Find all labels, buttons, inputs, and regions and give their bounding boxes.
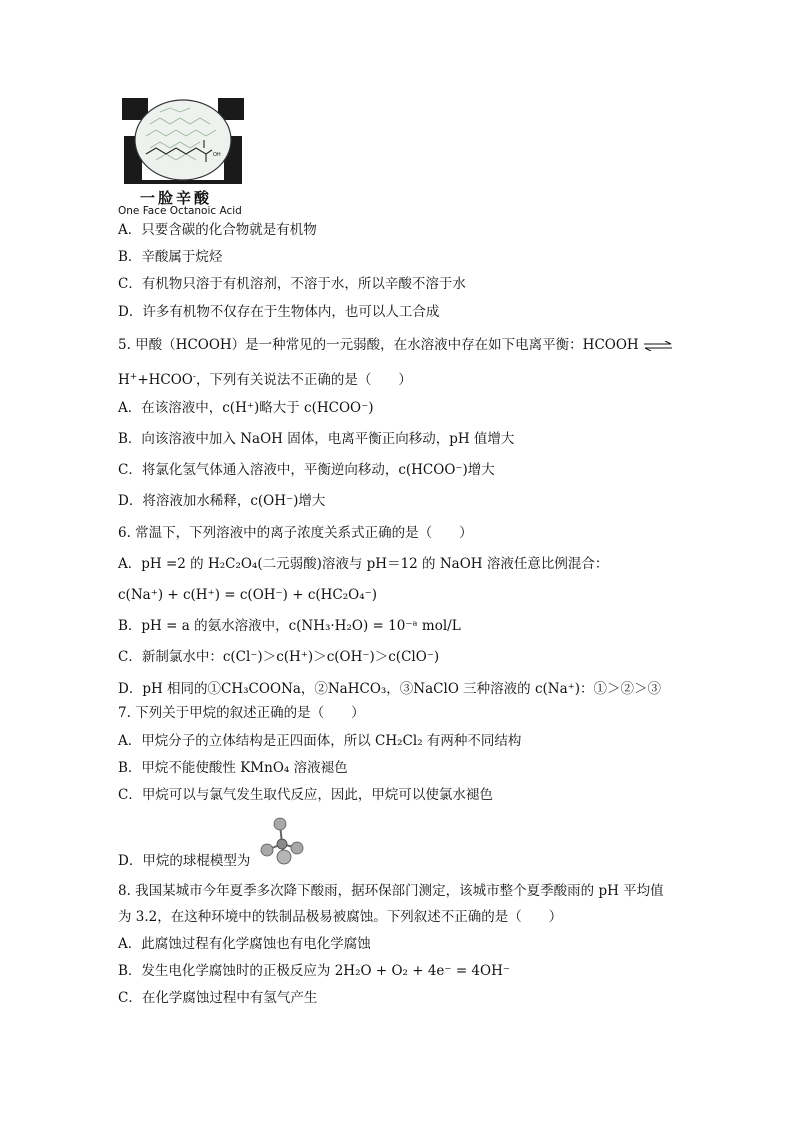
q8-stem-line1: 8. 我国某城市今年夏季多次降下酸雨，据环保部门测定，该城市整个夏季酸雨的 pH 平均值 — [118, 883, 664, 899]
q5-stem-line1 — [118, 336, 673, 354]
q5-stem-text: 5. 甲酸（HCOOH）是一种常见的一元弱酸，在水溶液中存在如下电离平衡：HCOOH — [118, 337, 639, 353]
q5-option-c: C．将氯化氢气体通入溶液中，平衡逆向移动，c(HCOO⁻)增大 — [118, 462, 495, 478]
q7-option-d: D．甲烷的球棍模型为 — [118, 853, 251, 869]
q5-option-d: D．将溶液加水稀释，c(OH⁻)增大 — [118, 493, 326, 509]
q6-option-a: A．pH =2 的 H₂C₂O₄(二元弱酸)溶液与 pH＝12 的 NaOH 溶液任意比例混合： — [118, 556, 609, 572]
q8-option-c: C．在化学腐蚀过程中有氢气产生 — [118, 990, 318, 1006]
q4-option-c: C．有机物只溶于有机溶剂，不溶于水，所以辛酸不溶于水 — [118, 276, 466, 292]
q7-stem: 7. 下列关于甲烷的叙述正确的是（ ） — [118, 705, 365, 721]
q6-option-d: D．pH 相同的①CH₃COONa，②NaHCO₃，③NaClO 三种溶液的 c(Na⁺)：①＞②＞③ — [118, 681, 662, 697]
oh-label: OH — [213, 152, 221, 158]
q4-option-d: D．许多有机物不仅存在于生物体内，也可以人工合成 — [118, 304, 440, 320]
q7-option-b: B．甲烷不能使酸性 KMnO₄ 溶液褪色 — [118, 760, 348, 776]
q8-option-b: B．发生电化学腐蚀时的正极反应为 2H₂O + O₂ + 4e⁻ = 4OH⁻ — [118, 963, 510, 979]
q4-option-b: B．辛酸属于烷烃 — [118, 249, 223, 265]
q8-option-a: A．此腐蚀过程有化学腐蚀也有电化学腐蚀 — [118, 936, 371, 952]
methane-ball-stick-model-icon — [258, 814, 304, 866]
q5-option-a: A．在该溶液中，c(H⁺)略大于 c(HCOO⁻) — [118, 400, 374, 416]
q5-formate-ion: +HCOO — [137, 372, 193, 388]
q7-option-a: A．甲烷分子的立体结构是正四面体，所以 CH₂Cl₂ 有两种不同结构 — [118, 733, 522, 749]
q5-option-b: B．向该溶液中加入 NaOH 固体，电离平衡正向移动，pH 值增大 — [118, 431, 515, 447]
q5-stem-question: ，下列有关说法不正确的是（ ） — [195, 372, 412, 388]
q4-option-a: A．只要含碳的化合物就是有机物 — [118, 222, 317, 238]
q7-option-c: C．甲烷可以与氯气发生取代反应，因此，甲烷可以使氯水褪色 — [118, 787, 493, 803]
q5-h-ion: H — [118, 372, 130, 388]
q6-stem: 6. 常温下，下列溶液中的离子浓度关系式正确的是（ ） — [118, 525, 473, 541]
q6-option-a-equation: c(Na⁺) + c(H⁺) = c(OH⁻) + c(HC₂O₄⁻) — [118, 587, 378, 603]
equilibrium-arrow-icon — [643, 341, 673, 351]
q5-stem-line2: H++HCOO-，下列有关说法不正确的是（ ） — [118, 372, 412, 388]
q6-option-b: B．pH = a 的氨水溶液中，c(NH₃·H₂O) = 10⁻ᵃ mol/L — [118, 618, 461, 634]
figure-caption-english: One Face Octanoic Acid — [118, 205, 242, 217]
q8-stem-line2: 为 3.2，在这种环境中的铁制品极易被腐蚀。下列叙述不正确的是（ ） — [118, 909, 563, 925]
q6-option-c: C．新制氯水中：c(Cl⁻)＞c(H⁺)＞c(OH⁻)＞c(ClO⁻) — [118, 649, 440, 665]
figure-caption-chinese: 一脸辛酸 — [140, 189, 213, 207]
